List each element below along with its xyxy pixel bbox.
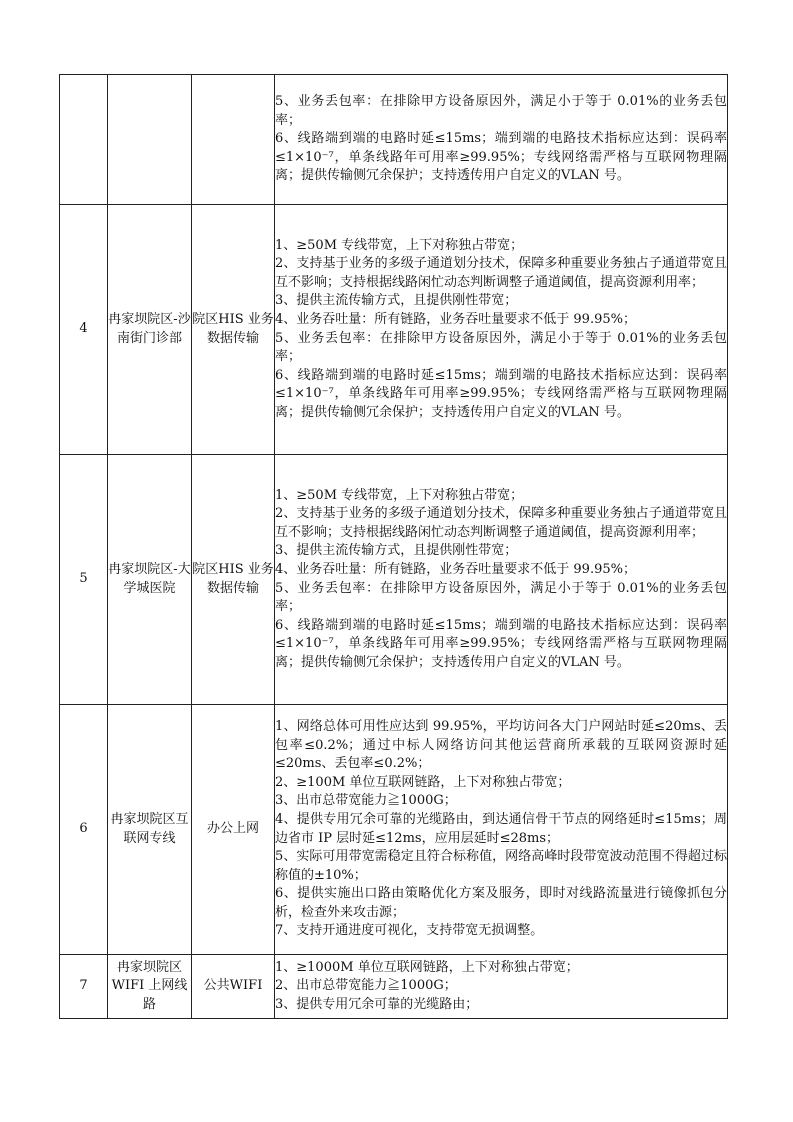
line-purpose: 办公上网: [192, 705, 275, 955]
line-name: 冉家坝院区-大学城医院: [108, 455, 192, 705]
table-row: [60, 455, 728, 705]
table-row: [60, 75, 728, 205]
line-purpose: [192, 75, 275, 205]
requirement-item: 5、实际可用带宽需稳定且符合标称值，网络高峰时段带宽波动范围不得超过标称值的±10%；: [275, 849, 727, 883]
row-number: 6: [60, 705, 108, 955]
requirement-item: 1、≥1000M 单位互联网链路，上下对称独占带宽；: [275, 959, 579, 975]
requirement-item: 2、≥100M 单位互联网链路，上下对称独占带宽；: [275, 774, 571, 790]
requirement-item: 1、≥50M 专线带宽，上下对称独占带宽；: [275, 237, 524, 253]
requirement-item: 3、提供主流传输方式，且提供刚性带宽；: [275, 293, 518, 309]
requirements-cell: [275, 455, 728, 705]
table-row: [60, 955, 728, 1019]
line-purpose: 院区HIS 业务数据传输: [192, 455, 275, 705]
requirement-item: 6、线路端到端的电路时延≤15ms；端到端的电路技术指标应达到：误码率≤1×10⁻⁷，单条线路年可用率≥99.95%；专线网络需严格与互联网物理隔离；提供传输侧冗余保护；支持透传用户自定义的VLAN 号。: [275, 131, 727, 184]
requirement-item: 3、提供专用冗余可靠的光缆路由；: [275, 996, 479, 1012]
line-name: 冉家坝院区互联网专线: [108, 705, 192, 955]
table-row: [60, 205, 728, 455]
line-purpose: 公共WIFI: [192, 955, 275, 1019]
line-purpose: 院区HIS 业务数据传输: [192, 205, 275, 455]
requirement-item: 6、线路端到端的电路时延≤15ms；端到端的电路技术指标应达到：误码率≤1×10⁻⁷，单条线路年可用率≥99.95%；专线网络需严格与互联网物理隔离；提供传输侧冗余保护；支持透传用户自定义的VLAN 号。: [275, 367, 727, 420]
requirements-cell: [275, 705, 728, 955]
requirement-item: 4、业务吞吐量：所有链路，业务吞吐量要求不低于 99.95%；: [275, 561, 636, 577]
table-row: [60, 705, 728, 955]
row-number: 4: [60, 205, 108, 455]
line-name: 冉家坝院区-沙南街门诊部: [108, 205, 192, 455]
requirement-item: 7、支持开通进度可视化，支持带宽无损调整。: [275, 923, 544, 939]
requirements-cell: [275, 205, 728, 455]
requirement-item: 3、出市总带宽能力≧1000G；: [275, 793, 457, 809]
row-number: [60, 75, 108, 205]
line-name: [108, 75, 192, 205]
requirements-cell: [275, 955, 728, 1019]
requirement-item: 4、业务吞吐量：所有链路，业务吞吐量要求不低于 99.95%；: [275, 311, 636, 327]
row-number: 7: [60, 955, 108, 1019]
row-number: 5: [60, 455, 108, 705]
requirement-item: 5、业务丢包率：在排除甲方设备原因外，满足小于等于 0.01%的业务丢包率；: [275, 94, 727, 128]
requirements-cell: [275, 75, 728, 205]
requirement-item: 4、提供专用冗余可靠的光缆路由，到达通信骨干节点的网络延时≤15ms；周边省市 IP 层时延≤12ms，应用层延时≤28ms；: [275, 811, 727, 846]
requirement-item: 3、提供主流传输方式，且提供刚性带宽；: [275, 543, 518, 559]
requirement-item: 6、线路端到端的电路时延≤15ms；端到端的电路技术指标应达到：误码率≤1×10⁻⁷，单条线路年可用率≥99.95%；专线网络需严格与互联网物理隔离；提供传输侧冗余保护；支持透传用户自定义的VLAN 号。: [275, 617, 727, 670]
requirement-item: 2、支持基于业务的多级子通道划分技术，保障多种重要业务独占子通道带宽且互不影响；支持根据线路闲忙动态判断调整子通道阈值，提高资源利用率；: [275, 256, 727, 290]
line-name: 冉家坝院区 WIFI 上网线路: [108, 955, 192, 1019]
requirement-item: 1、网络总体可用性应达到 99.95%，平均访问各大门户网站时延≤20ms、丢包率≤0.2%；通过中标人网络访问其他运营商所承载的互联网资源时延≤20ms、丢包率≤0.2%；: [275, 718, 727, 772]
requirement-item: 6、提供实施出口路由策略优化方案及服务，即时对线路流量进行镜像抓包分析，检查外来攻击源；: [275, 886, 727, 920]
requirement-item: 2、支持基于业务的多级子通道划分技术，保障多种重要业务独占子通道带宽且互不影响；支持根据线路闲忙动态判断调整子通道阈值，提高资源利用率；: [275, 506, 727, 540]
requirement-item: 5、业务丢包率：在排除甲方设备原因外，满足小于等于 0.01%的业务丢包率；: [275, 580, 727, 615]
requirements-table: [59, 74, 728, 1019]
requirement-item: 5、业务丢包率：在排除甲方设备原因外，满足小于等于 0.01%的业务丢包率；: [275, 330, 727, 365]
requirement-item: 2、出市总带宽能力≧1000G；: [275, 978, 457, 994]
requirement-item: 1、≥50M 专线带宽，上下对称独占带宽；: [275, 487, 524, 503]
